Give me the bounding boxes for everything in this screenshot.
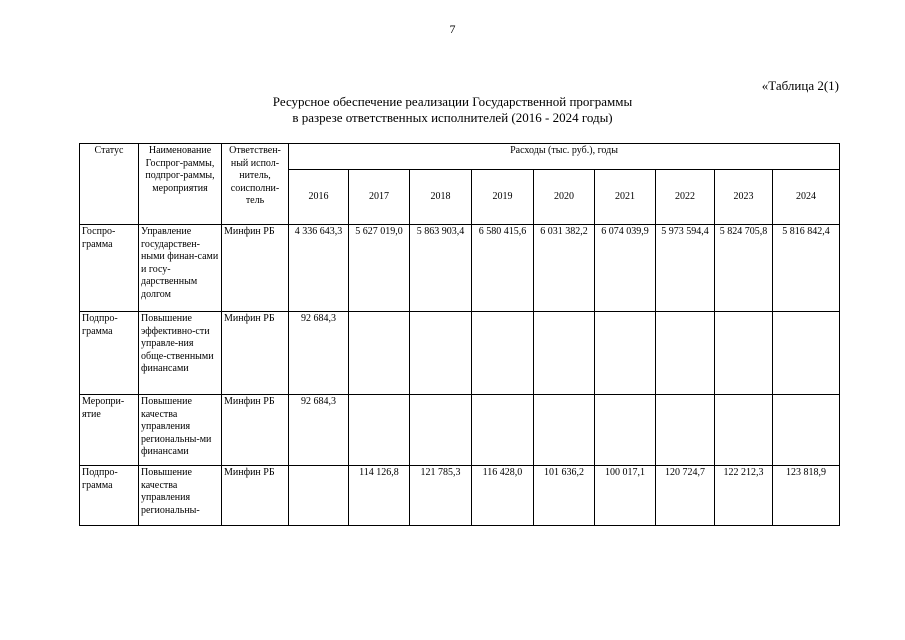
- title-line-1: Ресурсное обеспечение реализации Государственной программы: [272, 94, 633, 109]
- row-value: [289, 466, 349, 526]
- row-value: [349, 312, 410, 395]
- row-value: 5 973 594,4: [656, 225, 715, 312]
- row-name: Повышение эффективно-сти управле-ния обще-ственными финансами: [139, 312, 222, 395]
- row-value: 6 074 039,9: [595, 225, 656, 312]
- header-executor: Ответствен-ный испол-нитель, соисполни-тель: [222, 144, 289, 225]
- row-value: 120 724,7: [656, 466, 715, 526]
- header-year: 2019: [472, 170, 534, 225]
- row-executor: Минфин РБ: [222, 466, 289, 526]
- row-executor: Минфин РБ: [222, 395, 289, 466]
- row-value: [595, 312, 656, 395]
- header-year: 2021: [595, 170, 656, 225]
- row-name: Повышение качества управления региональны-ми финансами: [139, 395, 222, 466]
- row-value: 5 863 903,4: [410, 225, 472, 312]
- row-value: 122 212,3: [715, 466, 773, 526]
- header-row-1: [80, 144, 840, 170]
- row-executor: Минфин РБ: [222, 225, 289, 312]
- row-name: Управление государствен-ными финан-сами и госу-дарственным долгом: [139, 225, 222, 312]
- row-value: 5 824 705,8: [715, 225, 773, 312]
- row-status: Госпро-грамма: [80, 225, 139, 312]
- row-value: 92 684,3: [289, 395, 349, 466]
- row-value: 100 017,1: [595, 466, 656, 526]
- row-value: 114 126,8: [349, 466, 410, 526]
- table-row: [80, 466, 840, 526]
- row-value: [410, 312, 472, 395]
- row-value: 4 336 643,3: [289, 225, 349, 312]
- header-status: Статус: [80, 144, 139, 225]
- row-value: 92 684,3: [289, 312, 349, 395]
- header-expenses: Расходы (тыс. руб.), годы: [289, 144, 840, 170]
- row-value: 5 816 842,4: [773, 225, 840, 312]
- row-value: [773, 395, 840, 466]
- header-year: 2024: [773, 170, 840, 225]
- row-value: 6 031 382,2: [534, 225, 595, 312]
- row-value: 5 627 019,0: [349, 225, 410, 312]
- header-year: 2018: [410, 170, 472, 225]
- row-executor: Минфин РБ: [222, 312, 289, 395]
- table-row: [80, 225, 840, 312]
- row-value: 121 785,3: [410, 466, 472, 526]
- header-year: 2016: [289, 170, 349, 225]
- title-line-2: в разрезе ответственных исполнителей (2016 - 2024 годы): [292, 110, 613, 125]
- row-value: [534, 312, 595, 395]
- row-value: 6 580 415,6: [472, 225, 534, 312]
- header-year: 2020: [534, 170, 595, 225]
- table-reference: «Таблица 2(1): [761, 78, 839, 93]
- row-value: 116 428,0: [472, 466, 534, 526]
- table-row: [80, 395, 840, 466]
- row-status: Подпро-грамма: [80, 466, 139, 526]
- resource-table: [79, 143, 840, 526]
- row-value: [656, 395, 715, 466]
- row-value: [595, 395, 656, 466]
- row-value: 101 636,2: [534, 466, 595, 526]
- row-name: Повышение качества управления региональны-: [139, 466, 222, 526]
- row-value: [534, 395, 595, 466]
- row-value: [715, 312, 773, 395]
- table-row: [80, 312, 840, 395]
- table-title: [0, 94, 905, 126]
- row-value: [472, 312, 534, 395]
- row-status: Меропри-ятие: [80, 395, 139, 466]
- header-name: Наименование Госпрог-раммы, подпрог-раммы, мероприятия: [139, 144, 222, 225]
- row-value: [472, 395, 534, 466]
- header-year: 2017: [349, 170, 410, 225]
- header-year: 2023: [715, 170, 773, 225]
- row-value: [773, 312, 840, 395]
- header-year: 2022: [656, 170, 715, 225]
- row-value: [715, 395, 773, 466]
- row-value: [656, 312, 715, 395]
- row-status: Подпро-грамма: [80, 312, 139, 395]
- row-value: 123 818,9: [773, 466, 840, 526]
- row-value: [349, 395, 410, 466]
- page-number: 7: [449, 22, 456, 36]
- row-value: [410, 395, 472, 466]
